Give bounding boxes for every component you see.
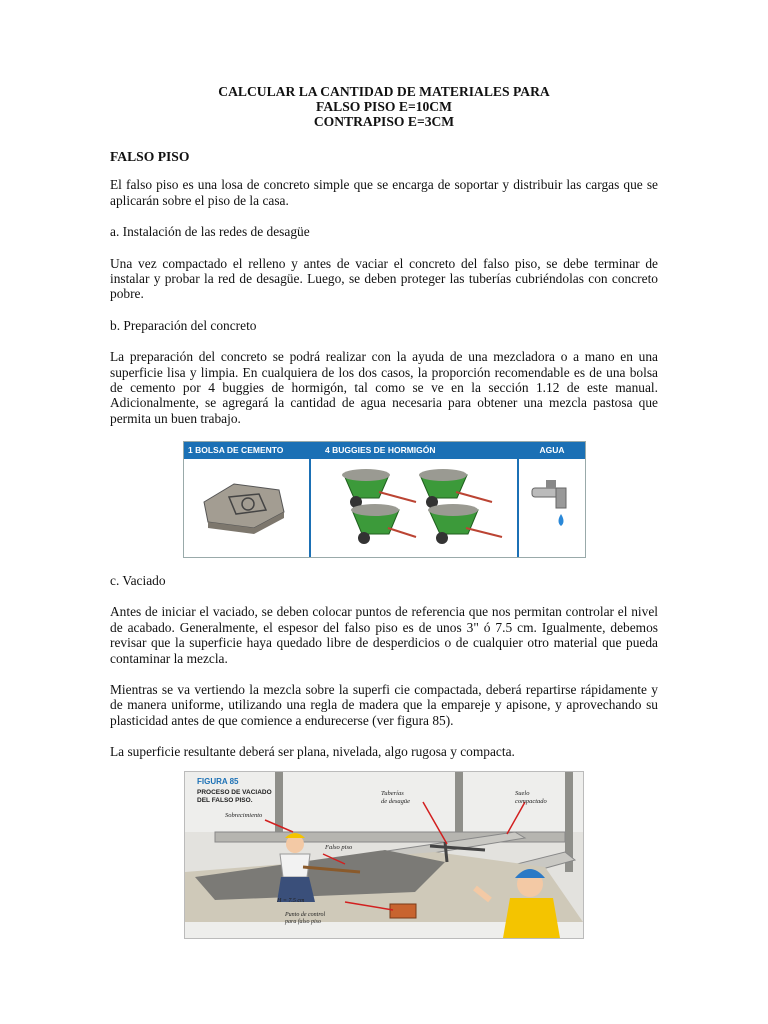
label-tuberias (381, 790, 410, 806)
subsection-c-title: c. Vaciado (110, 573, 166, 588)
label-thickness: H = 7.5 cm (277, 898, 305, 904)
label-punto-control-line-2: para falso piso (285, 919, 322, 925)
paragraph-intro: El falso piso es una losa de concreto simple que se encarga de soportar y distribuir las cargas que se aplicarán sobre el piso de la casa. (110, 177, 658, 208)
paragraph-a: Una vez compactado el relleno y antes de vaciar el concreto del falso piso, se debe terminar de instalar y probar la red de desagüe. Luego, se deben proteger las tuberías cubriéndolas con concreto pobre. (110, 255, 658, 302)
materials-illustration (184, 442, 585, 557)
label-suelo-line-1: Suelo (515, 790, 530, 797)
header-buggies: 4 BUGGIES DE HORMIGÓN (311, 442, 529, 459)
document-title (110, 84, 658, 129)
subsection-a-title: a. Instalación de las redes de desagüe (110, 224, 310, 240)
figure-caption-line-2: DEL FALSO PISO. (197, 797, 253, 804)
wheelbarrow-icon (419, 469, 492, 508)
header-cement: 1 BOLSA DE CEMENTO (184, 442, 313, 459)
paragraph-c1: Antes de iniciar el vaciado, se deben colocar puntos de referencia que nos permitan controlar el nivel de acabado. Generalmente, el espesor del falso piso es de unos 3" ó 7.5 cm. Igualmente, debemos revisar que la superficie haya quedado libre de desperdicios o de cualquier otro material que pueda contaminar la mezcla. (110, 604, 658, 666)
materials-figure (183, 441, 586, 558)
title-line-1: CALCULAR LA CANTIDAD DE MATERIALES PARA (218, 84, 550, 99)
paragraph-b: La preparación del concreto se podrá realizar con la ayuda de una mezcladora o a mano en una superficie lisa y limpia. En cualquiera de los dos casos, la proporción recomendable es de una bolsa de cemento por 4 buggies de hormigón, tal como se ve en la sección 1.12 de este manual. Adicionalmente, se agregará la cantidad de agua necesaria para obtener una mezcla pastosa que permita un buen trabajo. (110, 349, 658, 426)
title-line-3: CONTRAPISO E=3CM (313, 114, 455, 129)
label-suelo-line-2: compactado (515, 798, 547, 805)
figure-85 (184, 771, 584, 939)
cement-bag-icon (204, 484, 284, 534)
subsection-b-title: b. Preparación del concreto (110, 317, 257, 333)
label-punto-control (285, 912, 325, 926)
label-falso-piso: Falso piso (325, 844, 353, 851)
figure-caption-line-1: PROCESO DE VACIADO (197, 789, 272, 796)
label-tuberias-line-2: de desagüe (381, 798, 411, 805)
figure-caption (197, 789, 272, 805)
label-punto-control-line-1: Punto de control (285, 912, 326, 918)
header-water: AGUA (519, 442, 585, 459)
figure-label: FIGURA 85 (197, 777, 239, 786)
paragraph-c3: La superficie resultante deberá ser plana, nivelada, algo rugosa y compacta. (110, 744, 515, 760)
faucet-icon (532, 480, 566, 526)
label-suelo (515, 790, 547, 806)
document-body (110, 84, 658, 426)
document-body-continued (110, 573, 658, 760)
label-tuberias-line-1: Tuberías (381, 790, 404, 797)
label-sobrecimiento: Sobrecimiento (225, 812, 263, 819)
wheelbarrow-icon (342, 469, 416, 508)
section-heading: FALSO PISO (110, 149, 190, 164)
wheelbarrow-icon (351, 504, 416, 544)
paragraph-c2: Mientras se va vertiendo la mezcla sobre la superfi cie compactada, deberá repartirse rápidamente y de manera uniforme, utilizando una regla de madera que la empareje y apisone, y aprovechando su plasticidad antes de que comience a endurecerse (ver figura 85). (110, 682, 658, 728)
title-line-2: FALSO PISO E=10CM (316, 99, 452, 114)
wheelbarrow-icon (428, 504, 502, 544)
